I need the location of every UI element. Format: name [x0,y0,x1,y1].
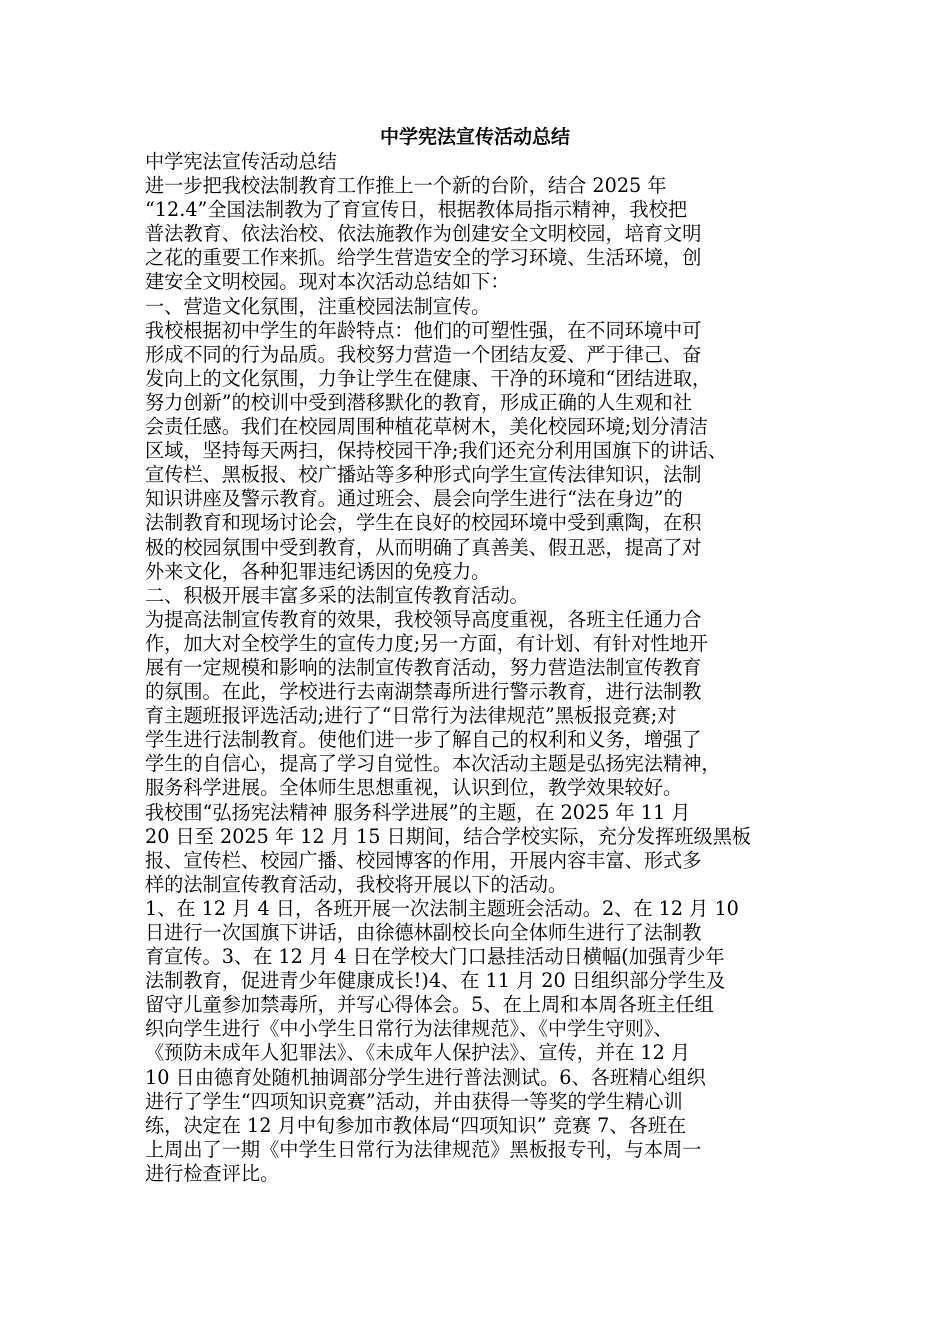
text-line: “12.4”全国法制教为了育宣传日，根据教体局指示精神，我校把 [145,198,688,222]
text-line: 法制教育和现场讨论会，学生在良好的校园环境中受到熏陶，在积 [145,511,702,535]
text-line: 极的校园氛围中受到教育，从而明确了真善美、假丑恶，提高了对 [145,535,702,559]
text-line: 之花的重要工作来抓。给学生营造安全的学习环境、生活环境，创 [145,246,702,270]
text-line: 织向学生进行《中小学生日常行为法律规范》、《中学生守则》、 [145,1017,673,1041]
text-line: 努力创新”的校训中受到潜移默化的教育，形成正确的人生观和社 [145,390,693,414]
text-line: 练，决定在 12 月中旬参加市教体局“四项知识” 竞赛 7、各班在 [145,1113,687,1137]
text-line: 会责任感。我们在校园周围种植花草树木，美化校园环境;划分清洁 [145,415,708,439]
text-line: 育主题班报评选活动;进行了“日常行为法律规范”黑板报竞赛;对 [145,704,677,728]
text-line: 学生的自信心，提高了学习自觉性。本次活动主题是弘扬宪法精神， [145,752,721,776]
text-line: 展有一定规模和影响的法制宣传教育活动，努力营造法制宣传教育 [145,655,702,679]
text-line: 日进行一次国旗下讲话，由徐德林副校长向全体师生进行了法制教 [145,921,702,944]
text-line: 我校围“弘扬宪法精神 服务科学进展”的主题，在 2025 年 11 月 [145,800,691,824]
text-line: 法制教育，促进青少年健康成长!)4、在 11 月 20 日组织部分学生及 [145,969,726,993]
text-line: 一、营造文化氛围，注重校园法制宣传。 [145,294,491,318]
text-line: 20 日至 2025 年 12 月 15 日期间，结合学校实际，充分发挥班级黑板 [145,824,752,848]
text-line: 的氛围。在此，学校进行去南湖禁毒所进行警示教育，进行法制教 [145,680,702,704]
text-line: 服务科学进展。全体师生思想重视，认识到位，教学效果较好。 [145,776,683,800]
text-line: 《预防未成年人犯罪法》、《未成年人保护法》、宣传，并在 12 月 [145,1041,691,1065]
text-line: 形成不同的行为品质。我校努力营造一个团结友爱、严于律己、奋 [145,342,702,366]
text-line: 进行检查评比。 [145,1161,280,1185]
text-line: 样的法制宣传教育活动，我校将开展以下的活动。 [145,872,568,896]
text-line: 报、宣传栏、校园广播、校园博客的作用，开展内容丰富、形式多 [145,848,702,872]
text-line: 为提高法制宣传教育的效果，我校领导高度重视，各班主任通力合 [145,607,702,631]
text-line: 进一步把我校法制教育工作推上一个新的台阶，结合 2025 年 [145,174,667,198]
text-line: 留守儿童参加禁毒所，并写心得体会。5、在上周和本周各班主任组 [145,993,714,1017]
text-line: 上周出了一期《中学生日常行为法律规范》黑板报专刊，与本周一 [145,1137,702,1161]
text-line: 二、积极开展丰富多采的法制宣传教育活动。 [145,583,529,607]
text-line: 1、在 12 月 4 日，各班开展一次法制主题班会活动。2、在 12 月 10 [145,896,739,920]
text-line: 中学宪法宣传活动总结 [145,150,337,173]
text-line: 学生进行法制教育。使他们进一步了解自己的权利和义务，增强了 [145,728,702,752]
text-line: 育宣传。3、在 12 月 4 日在学校大门口悬挂活动日横幅(加强青少年 [145,945,725,969]
document-body [145,150,825,1186]
text-line: 10 日由德育处随机抽调部分学生进行普法测试。6、各班精心组织 [145,1065,706,1089]
text-line: 普法教育、依法治校、依法施教作为创建安全文明校园，培育文明 [145,222,702,246]
text-line: 发向上的文化氛围，力争让学生在健康、干净的环境和“团结进取， [145,366,712,390]
text-line: 进行了学生“四项知识竞赛”活动，并由获得一等奖的学生精心训 [145,1089,683,1113]
text-line: 区域，坚持每天两扫，保持校园干净;我们还充分利用国旗下的讲话、 [145,439,728,463]
text-line: 建安全文明校园。现对本次活动总结如下： [145,270,510,294]
document-title: 中学宪法宣传活动总结 [379,126,570,148]
text-line: 作，加大对全校学生的宣传力度;另一方面，有计划、有针对性地开 [145,631,708,655]
text-line: 知识讲座及警示教育。通过班会、晨会向学生进行“法在身边”的 [145,487,683,511]
text-line: 宣传栏、黑板报、校广播站等多种形式向学生宣传法律知识，法制 [145,463,702,487]
text-line: 外来文化，各种犯罪违纪诱因的免疫力。 [145,559,491,583]
text-line: 我校根据初中学生的年龄特点：他们的可塑性强，在不同环境中可 [145,318,702,342]
